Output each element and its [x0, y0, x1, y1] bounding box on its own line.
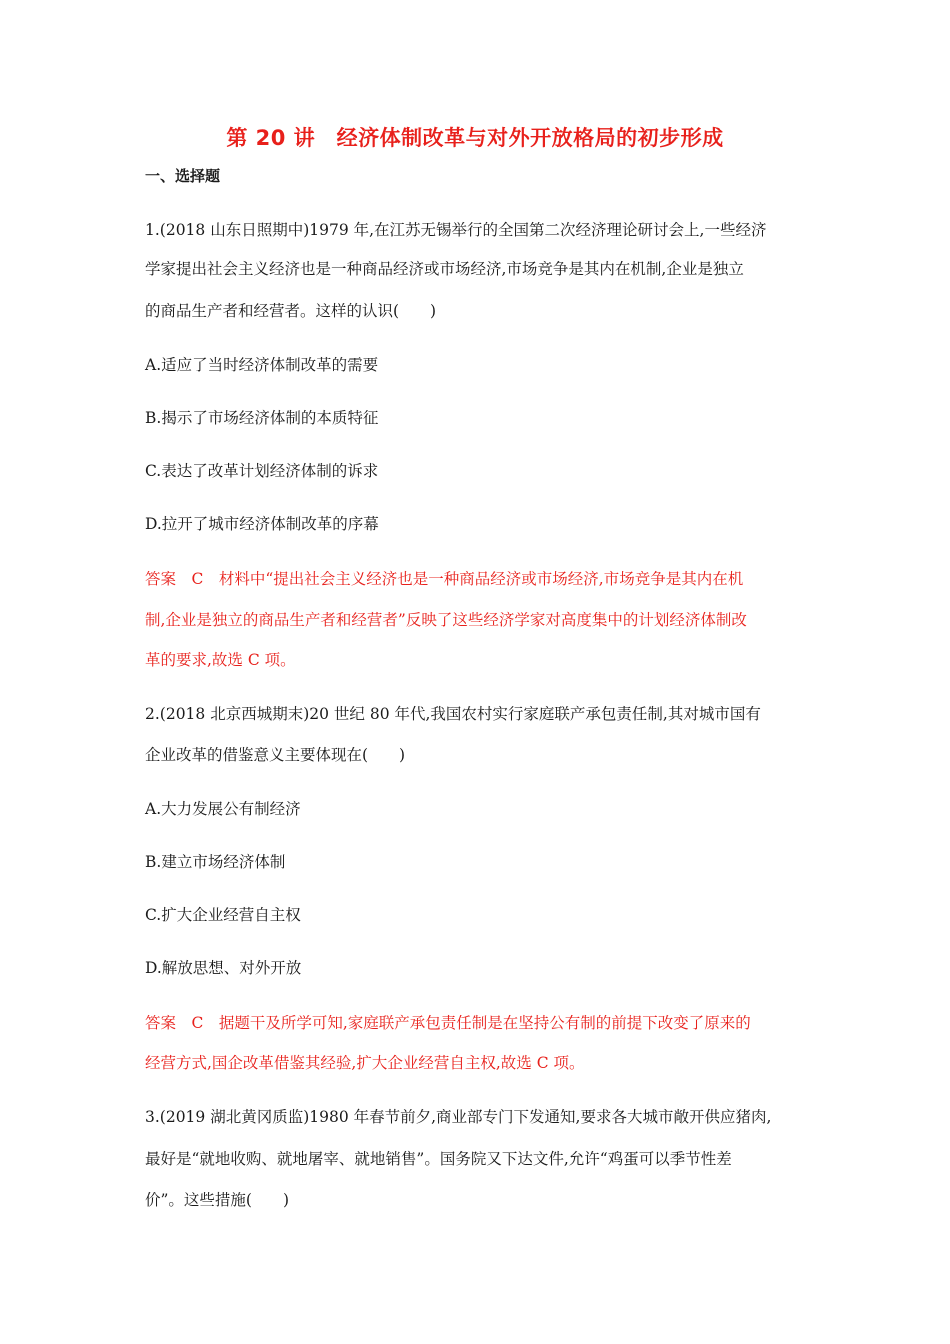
q2-option-b: B.建立市场经济体制 — [145, 853, 286, 871]
q2-option-a: A.大力发展公有制经济 — [145, 800, 301, 818]
q1-stem-line: 1.(2018 山东日照期中)1979 年,在江苏无锡举行的全国第二次经济理论研讨会上,一些经济 — [145, 221, 767, 239]
section-heading: 一、选择题 — [145, 167, 221, 185]
q1-option-a: A.适应了当时经济体制改革的需要 — [145, 356, 379, 374]
q1-answer-line: 答案 C 材料中“提出社会主义经济也是一种商品经济或市场经济,市场竞争是其内在机 — [145, 570, 744, 588]
q2-stem-line: 企业改革的借鉴意义主要体现在( ) — [145, 746, 406, 764]
q1-option-b: B.揭示了市场经济体制的本质特征 — [145, 409, 379, 427]
q3-stem-line: 价”。这些措施( ) — [145, 1191, 290, 1209]
q2-stem-line: 2.(2018 北京西城期末)20 世纪 80 年代,我国农村实行家庭联产承包责任制,其对城市国有 — [145, 705, 761, 723]
q2-answer-line: 答案 C 据题干及所学可知,家庭联产承包责任制是在坚持公有制的前提下改变了原来的 — [145, 1014, 751, 1032]
q1-answer-line: 革的要求,故选 C 项。 — [145, 651, 296, 669]
q2-option-c: C.扩大企业经营自主权 — [145, 906, 301, 924]
q3-stem-line: 3.(2019 湖北黄冈质监)1980 年春节前夕,商业部专门下发通知,要求各大城市敞开供应猪肉, — [145, 1108, 772, 1126]
q1-option-d: D.拉开了城市经济体制改革的序幕 — [145, 515, 379, 533]
lesson-title: 第 20 讲 经济体制改革与对外开放格局的初步形成 — [226, 126, 724, 150]
q3-stem-line: 最好是“就地收购、就地屠宰、就地销售”。国务院又下达文件,允许“鸡蛋可以季节性差 — [145, 1150, 732, 1168]
q1-stem-line: 的商品生产者和经营者。这样的认识( ) — [145, 302, 437, 320]
q2-answer-line: 经营方式,国企改革借鉴其经验,扩大企业经营自主权,故选 C 项。 — [145, 1054, 585, 1072]
q1-option-c: C.表达了改革计划经济体制的诉求 — [145, 462, 379, 480]
q2-option-d: D.解放思想、对外开放 — [145, 959, 302, 977]
q1-stem-line: 学家提出社会主义经济也是一种商品经济或市场经济,市场竞争是其内在机制,企业是独立 — [145, 260, 744, 278]
q1-answer-line: 制,企业是独立的商品生产者和经营者”反映了这些经济学家对高度集中的计划经济体制改 — [145, 611, 747, 629]
